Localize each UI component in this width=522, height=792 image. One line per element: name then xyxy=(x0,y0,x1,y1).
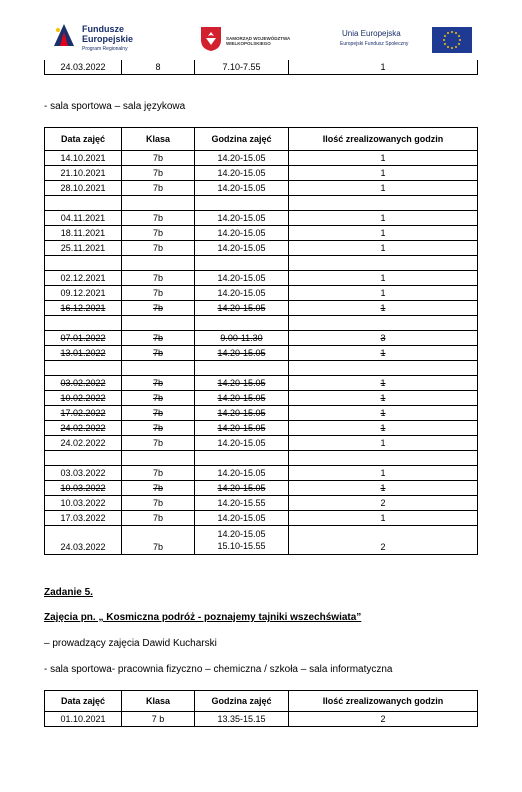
class-cell: 7b xyxy=(122,211,195,226)
class-cell: 7b xyxy=(122,301,195,316)
time-cell xyxy=(195,451,289,466)
hours-cell: 1 xyxy=(289,436,478,451)
table-row xyxy=(45,346,478,361)
table-row xyxy=(45,151,478,166)
fundusze-europejskie-logo xyxy=(50,22,134,53)
header-time: Godzina zajęć xyxy=(195,691,289,712)
class-cell: 7 b xyxy=(122,712,195,727)
date-cell: 03.02.2022 xyxy=(45,376,122,391)
time-cell: 14.20-15.05 xyxy=(195,481,289,496)
hours-cell: 2 xyxy=(289,712,478,727)
header-date: Data zajęć xyxy=(45,128,122,151)
class-cell: 7b xyxy=(122,391,195,406)
time-cell: 14.20-15.05 xyxy=(195,346,289,361)
wp-text: SAMORZĄD WOJEWÓDZTWA WIELKOPOLSKIEGO xyxy=(226,36,291,46)
class-cell: 7b xyxy=(122,286,195,301)
date-cell: 24.02.2022 xyxy=(45,436,122,451)
ue-subtitle: Europejski Fundusz Społeczny xyxy=(340,41,409,47)
date-cell: 17.03.2022 xyxy=(45,511,122,526)
hours-cell xyxy=(289,451,478,466)
date-cell: 25.11.2021 xyxy=(45,241,122,256)
date-cell: 21.10.2021 xyxy=(45,166,122,181)
prowadzacy-line: – prowadzący zajęcia Dawid Kucharski xyxy=(44,638,217,649)
hours-cell: 1 xyxy=(289,466,478,481)
class-cell: 7b xyxy=(122,181,195,196)
table-row xyxy=(45,241,478,256)
hours-cell xyxy=(289,316,478,331)
hours-cell: 1 xyxy=(289,286,478,301)
zadanie-heading: Zadanie 5. xyxy=(44,587,93,598)
hours-cell: 1 xyxy=(289,301,478,316)
table-row xyxy=(45,406,478,421)
hours-cell: 2 xyxy=(289,526,478,555)
fe-subtitle: Program Regionalny xyxy=(82,46,128,52)
time-cell: 14.20-15.05 xyxy=(195,301,289,316)
time-cell xyxy=(195,256,289,271)
header-time: Godzina zajęć xyxy=(195,128,289,151)
table-row xyxy=(45,421,478,436)
date-cell: 16.12.2021 xyxy=(45,301,122,316)
date-cell xyxy=(45,316,122,331)
date-cell: 13.01.2022 xyxy=(45,346,122,361)
page-header xyxy=(0,0,522,60)
spacer-row xyxy=(45,316,478,331)
date-cell: 17.02.2022 xyxy=(45,406,122,421)
class-cell: 7b xyxy=(122,466,195,481)
time-cell: 9.00-11.30 xyxy=(195,331,289,346)
time-cell: 14.20-15.05 xyxy=(195,226,289,241)
class-cell: 7b xyxy=(122,346,195,361)
hours-cell: 1 xyxy=(289,421,478,436)
hours-cell xyxy=(289,256,478,271)
previous-table-tail xyxy=(44,60,478,75)
table-row xyxy=(45,301,478,316)
table-header-row xyxy=(45,128,478,151)
class-cell: 7b xyxy=(122,151,195,166)
time-cell: 14.20-15.05 15.10-15.55 xyxy=(195,526,289,555)
fe-star-icon xyxy=(50,22,78,48)
date-cell: 10.03.2022 xyxy=(45,496,122,511)
class-cell: 7b xyxy=(122,526,195,555)
date-cell: 28.10.2021 xyxy=(45,181,122,196)
time-cell: 14.20-15.05 xyxy=(195,511,289,526)
time-cell: 14.20-15.05 xyxy=(195,181,289,196)
date-cell: 09.12.2021 xyxy=(45,286,122,301)
table-row xyxy=(45,526,478,555)
table-row xyxy=(45,271,478,286)
hours-cell: 1 xyxy=(289,346,478,361)
hours-cell: 1 xyxy=(289,271,478,286)
date-cell: 14.10.2021 xyxy=(45,151,122,166)
spacer-row xyxy=(45,196,478,211)
wielkopolska-logo xyxy=(200,26,291,57)
class-cell: 7b xyxy=(122,481,195,496)
time-cell: 14.20-15.05 xyxy=(195,271,289,286)
class-cell: 7b xyxy=(122,241,195,256)
hours-cell: 1 xyxy=(289,481,478,496)
spacer-row xyxy=(45,256,478,271)
class-cell xyxy=(122,256,195,271)
table-row xyxy=(45,376,478,391)
zajecia-title: Zajęcia pn. „ Kosmiczna podróż - poznajemy tajniki wszechświata” xyxy=(44,612,362,623)
hours-cell: 1 xyxy=(289,241,478,256)
class-cell xyxy=(122,451,195,466)
table-row xyxy=(45,481,478,496)
ue-title: Unia Europejska xyxy=(342,29,401,38)
schedule-body xyxy=(45,151,478,526)
class-cell: 7b xyxy=(122,496,195,511)
hours-cell: 1 xyxy=(289,60,478,75)
date-cell: 10.03.2022 xyxy=(45,481,122,496)
table-row xyxy=(45,211,478,226)
date-cell xyxy=(45,451,122,466)
class-cell: 7b xyxy=(122,226,195,241)
date-cell: 02.12.2021 xyxy=(45,271,122,286)
time-cell xyxy=(195,316,289,331)
time-cell: 14.20-15.05 xyxy=(195,166,289,181)
table-row xyxy=(45,226,478,241)
date-cell xyxy=(45,256,122,271)
schedule-table-2 xyxy=(44,690,478,727)
time-cell: 14.20-15.05 xyxy=(195,376,289,391)
hours-cell: 1 xyxy=(289,406,478,421)
time-cell: 7.10-7.55 xyxy=(195,60,289,75)
hours-cell: 1 xyxy=(289,151,478,166)
time-cell: 14.20-15.05 xyxy=(195,286,289,301)
hours-cell: 1 xyxy=(289,376,478,391)
class-cell: 7b xyxy=(122,421,195,436)
table-row xyxy=(45,496,478,511)
hours-cell: 1 xyxy=(289,181,478,196)
date-cell: 24.02.2022 xyxy=(45,421,122,436)
time-cell: 14.20-15.05 xyxy=(195,391,289,406)
hours-cell: 1 xyxy=(289,211,478,226)
sala-line: - sala sportowa- pracownia fizyczno – chemiczna / szkoła – sala informatyczna xyxy=(44,664,393,675)
fe-title: Fundusze Europejskie xyxy=(82,24,134,44)
hours-cell xyxy=(289,196,478,211)
date-cell: 01.10.2021 xyxy=(45,712,122,727)
class-cell: 7b xyxy=(122,511,195,526)
time-cell xyxy=(195,196,289,211)
table-row xyxy=(45,391,478,406)
schedule-table xyxy=(44,127,478,555)
hours-cell: 1 xyxy=(289,166,478,181)
class-cell xyxy=(122,196,195,211)
class-cell xyxy=(122,316,195,331)
header-hours: Ilość zrealizowanych godzin xyxy=(289,128,478,151)
class-cell: 7b xyxy=(122,271,195,286)
header-date: Data zajęć xyxy=(45,691,122,712)
table-row xyxy=(45,436,478,451)
class-cell: 7b xyxy=(122,331,195,346)
table-row xyxy=(45,712,478,727)
header-hours: Ilość zrealizowanych godzin xyxy=(289,691,478,712)
time-cell: 14.20-15.05 xyxy=(195,151,289,166)
class-cell xyxy=(122,361,195,376)
spacer-row xyxy=(45,451,478,466)
last-row-group xyxy=(45,526,478,555)
hours-cell: 1 xyxy=(289,391,478,406)
time-cell: 14.20-15.05 xyxy=(195,466,289,481)
time-cell: 14.20-15.05 xyxy=(195,406,289,421)
table-row xyxy=(45,181,478,196)
eagle-crest-icon xyxy=(200,26,222,52)
hours-cell: 1 xyxy=(289,511,478,526)
time-cell: 14.20-15.05 xyxy=(195,421,289,436)
header-class: Klasa xyxy=(122,128,195,151)
hours-cell: 2 xyxy=(289,496,478,511)
hours-cell: 1 xyxy=(289,226,478,241)
date-cell: 03.03.2022 xyxy=(45,466,122,481)
hours-cell: 3 xyxy=(289,331,478,346)
date-cell: 18.11.2021 xyxy=(45,226,122,241)
class-cell: 7b xyxy=(122,436,195,451)
time-cell: 13.35-15.15 xyxy=(195,712,289,727)
date-cell: 24.03.2022 xyxy=(45,526,122,555)
spacer-row xyxy=(45,361,478,376)
date-cell: 10.02.2022 xyxy=(45,391,122,406)
time-cell: 14.20-15.05 xyxy=(195,211,289,226)
eu-flag-icon xyxy=(432,27,472,53)
class-cell: 7b xyxy=(122,376,195,391)
date-cell: 24.03.2022 xyxy=(45,60,122,75)
table-row xyxy=(45,60,478,75)
table-row xyxy=(45,166,478,181)
date-cell xyxy=(45,196,122,211)
class-cell: 7b xyxy=(122,406,195,421)
class-cell: 8 xyxy=(122,60,195,75)
table-row xyxy=(45,466,478,481)
time-cell: 14.20-15.55 xyxy=(195,496,289,511)
class-cell: 7b xyxy=(122,166,195,181)
room-line: - sala sportowa – sala językowa xyxy=(44,101,186,112)
table-header-row xyxy=(45,691,478,712)
table-row xyxy=(45,511,478,526)
time-cell: 14.20-15.05 xyxy=(195,241,289,256)
table-row xyxy=(45,286,478,301)
date-cell xyxy=(45,361,122,376)
table-row xyxy=(45,331,478,346)
header-class: Klasa xyxy=(122,691,195,712)
date-cell: 07.01.2022 xyxy=(45,331,122,346)
time-cell xyxy=(195,361,289,376)
hours-cell xyxy=(289,361,478,376)
date-cell: 04.11.2021 xyxy=(45,211,122,226)
time-cell: 14.20-15.05 xyxy=(195,436,289,451)
